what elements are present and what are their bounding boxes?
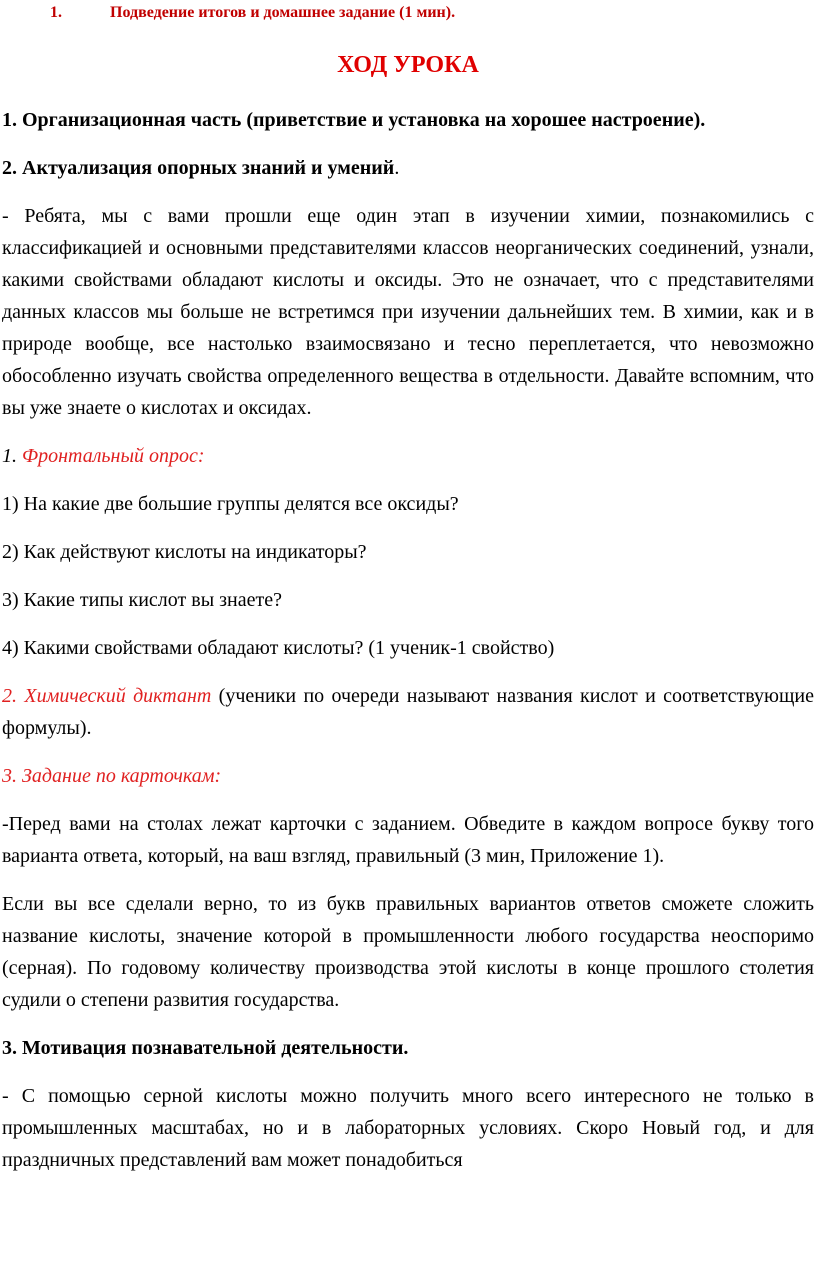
cards-task-heading <box>2 760 814 792</box>
actualization-paragraph: - Ребята, мы с вами прошли еще один этап в изучении химии, познакомились с классификацией и основными представителями классов неорганических соединений, узнали, какими свойствами обладают кислоты и оксиды. Это не означает, что с представителями данных классов мы больше не встретимся при изучении дальнейших тем. В химии, как и в природе вообще, все настолько взаимосвязано и тесно переплетается, что невозможно обособленно изучать свойства определенного вещества в отдельности. Давайте вспомним, что вы уже знаете о кислотах и оксидах. <box>2 205 814 419</box>
motivation-paragraph: - С помощью серной кислоты можно получить много всего интересного не только в промышленных масштабах, но и в лабораторных условиях. Скоро Новый год, и для праздничных представлений вам может понадобиться <box>2 1085 814 1171</box>
frontal-number: 1. <box>2 445 17 467</box>
lesson-title: ХОД УРОКА <box>337 52 479 78</box>
section-organizational: 1. Организационная часть (приветствие и установка на хорошее настроение). <box>2 109 706 131</box>
chemical-dictation-paragraph <box>2 680 814 744</box>
summary-item-number: 1. <box>50 4 62 21</box>
section-heading-dot: . <box>394 157 400 179</box>
cards-task-paragraph: -Перед вами на столах лежат карточки с заданием. Обведите в каждом вопросе букву того варианта ответа, который, на ваш взгляд, правильный (3 мин, Приложение 1). <box>2 813 814 867</box>
section-heading-text: 2. Актуализация опорных знаний и умений <box>2 157 395 179</box>
lesson-content <box>2 104 814 1192</box>
dictation-text: (ученики по очереди называют названия кислот и соответствующие формулы). <box>2 685 814 739</box>
dictation-label: 2. Химический диктант <box>2 685 212 707</box>
question-item: 3) Какие типы кислот вы знаете? <box>2 589 282 611</box>
summary-item-text: Подведение итогов и домашнее задание (1 мин). <box>110 4 456 21</box>
question-item: 2) Как действуют кислоты на индикаторы? <box>2 541 367 563</box>
question-item: 1) На какие две большие группы делятся все оксиды? <box>2 493 459 515</box>
question-item: 4) Какими свойствами обладают кислоты? (1 ученик-1 свойство) <box>2 637 555 659</box>
frontal-survey-heading <box>2 440 814 472</box>
frontal-label: Фронтальный опрос: <box>17 445 205 467</box>
section-motivation-heading: 3. Мотивация познавательной деятельности. <box>2 1037 409 1059</box>
cards-label: 3. Задание по карточкам: <box>2 765 222 787</box>
section-actualization-heading <box>2 152 814 184</box>
cards-result-paragraph: Если вы все сделали верно, то из букв правильных вариантов ответов сможете сложить название кислоты, значение которой в промышленности любого государства неоспоримо (серная). По годовому количеству производства этой кислоты в конце прошлого столетия судили о степени развития государства. <box>2 893 814 1011</box>
